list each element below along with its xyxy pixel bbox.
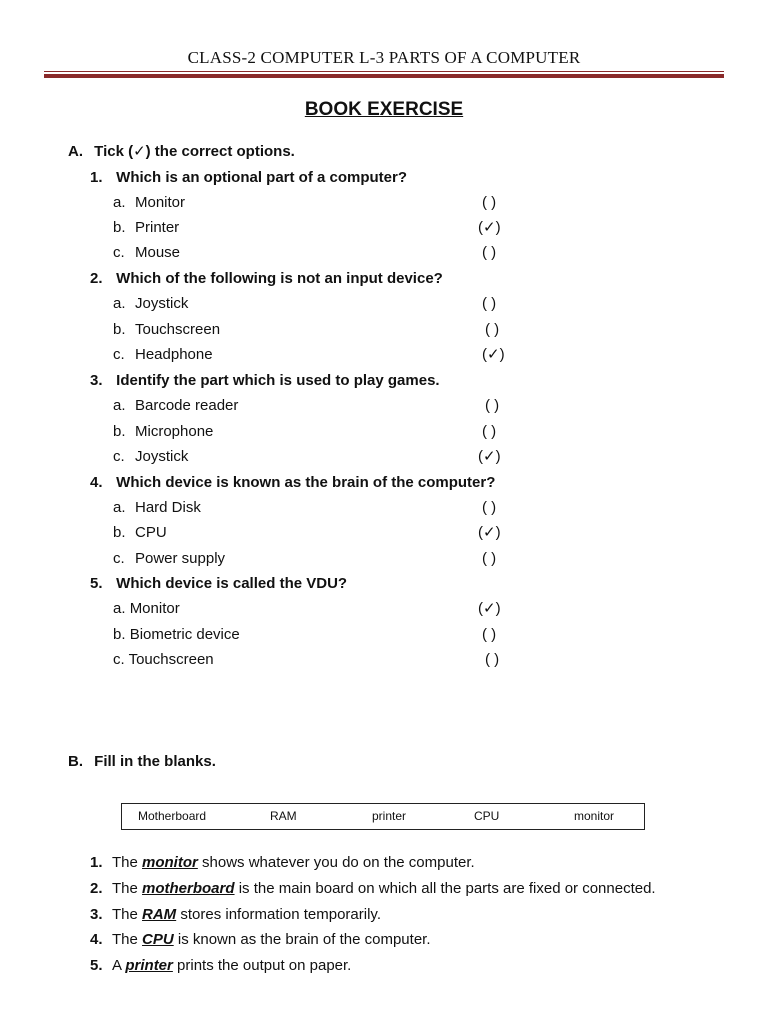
question-text: Which device is called the VDU? bbox=[116, 575, 348, 592]
document-header-title: CLASS-2 COMPUTER L-3 PARTS OF A COMPUTER bbox=[187, 48, 581, 67]
section-a-label: A. bbox=[68, 143, 83, 160]
option-letter: b. bbox=[113, 423, 126, 440]
option-row bbox=[113, 219, 179, 237]
answer-mark: ( ) bbox=[482, 295, 497, 312]
option-text: Joystick bbox=[135, 448, 189, 465]
section-b-label: B. bbox=[68, 753, 83, 770]
fill-sentence-4 bbox=[90, 931, 431, 949]
option-letter: a. bbox=[113, 194, 126, 211]
option-letter: c. bbox=[113, 550, 125, 567]
option-row bbox=[113, 499, 201, 517]
question-text: Identify the part which is used to play games. bbox=[116, 372, 440, 389]
option-text: Headphone bbox=[135, 346, 213, 363]
question-text: Which is an optional part of a computer? bbox=[116, 169, 408, 186]
sentence-before: The bbox=[112, 880, 143, 897]
answer-mark: ( ) bbox=[485, 321, 500, 338]
fill-sentence-1 bbox=[90, 854, 475, 872]
question-5 bbox=[90, 575, 347, 593]
section-a-heading bbox=[68, 143, 295, 161]
question-number: 1. bbox=[90, 169, 103, 186]
option-row bbox=[113, 600, 180, 618]
option-text: Touchscreen bbox=[135, 321, 221, 338]
question-number: 5. bbox=[90, 575, 103, 592]
option-row bbox=[113, 626, 240, 644]
question-number: 3. bbox=[90, 372, 103, 389]
book-exercise-title: BOOK EXERCISE bbox=[304, 99, 464, 120]
answer-mark: (✓) bbox=[478, 524, 501, 541]
sentence-number: 3. bbox=[90, 906, 103, 923]
option-text: Joystick bbox=[135, 295, 189, 312]
option-letter: c. bbox=[113, 448, 125, 465]
answer-mark: ( ) bbox=[485, 397, 500, 414]
option-text: Touchscreen bbox=[128, 651, 214, 668]
section-b-heading bbox=[68, 753, 216, 771]
question-3 bbox=[90, 372, 440, 390]
sentence-after: is known as the brain of the computer. bbox=[173, 931, 431, 948]
option-row bbox=[113, 244, 180, 262]
fill-sentence-3 bbox=[90, 906, 381, 924]
option-row bbox=[113, 448, 188, 466]
sentence-after: is the main board on which all the parts are fixed or connected. bbox=[234, 880, 656, 897]
option-row bbox=[113, 321, 220, 339]
option-text: Mouse bbox=[135, 244, 181, 261]
sentence-after: stores information temporarily. bbox=[176, 906, 381, 923]
sentence-before: The bbox=[112, 931, 143, 948]
answer-mark: (✓) bbox=[478, 448, 501, 465]
option-text: Power supply bbox=[135, 550, 226, 567]
question-text: Which device is known as the brain of the computer? bbox=[116, 474, 496, 491]
option-row bbox=[113, 397, 238, 415]
answer-mark: (✓) bbox=[478, 219, 501, 236]
option-letter: b. bbox=[113, 321, 126, 338]
option-row bbox=[113, 651, 214, 669]
question-4 bbox=[90, 474, 495, 492]
option-row bbox=[113, 295, 188, 313]
answer-mark: ( ) bbox=[482, 626, 497, 643]
option-text: CPU bbox=[135, 524, 167, 541]
question-1 bbox=[90, 169, 407, 187]
option-letter: a. bbox=[113, 499, 126, 516]
question-2 bbox=[90, 270, 443, 288]
option-letter: c. bbox=[113, 651, 125, 668]
question-number: 4. bbox=[90, 474, 103, 491]
word-box-item: CPU bbox=[474, 809, 500, 823]
option-letter: a. bbox=[113, 600, 126, 617]
option-text: Biometric device bbox=[129, 626, 240, 643]
option-text: Monitor bbox=[135, 194, 186, 211]
word-box-item: Motherboard bbox=[138, 809, 207, 823]
option-text: Barcode reader bbox=[135, 397, 239, 414]
option-text: Hard Disk bbox=[135, 499, 201, 516]
blank-answer: motherboard bbox=[142, 880, 235, 897]
answer-mark: ( ) bbox=[482, 499, 497, 516]
option-letter: c. bbox=[113, 346, 125, 363]
sentence-after: prints the output on paper. bbox=[172, 957, 352, 974]
answer-mark: ( ) bbox=[485, 651, 500, 668]
sentence-before: The bbox=[112, 854, 143, 871]
question-text: Which of the following is not an input device? bbox=[116, 270, 443, 287]
header-rule-thin bbox=[44, 71, 724, 72]
word-box-item: RAM bbox=[270, 809, 297, 823]
blank-answer: printer bbox=[125, 957, 173, 974]
blank-answer: RAM bbox=[142, 906, 177, 923]
sentence-number: 5. bbox=[90, 957, 103, 974]
option-row bbox=[113, 346, 213, 364]
fill-sentence-2 bbox=[90, 880, 656, 898]
answer-mark: (✓) bbox=[478, 600, 501, 617]
option-letter: b. bbox=[113, 626, 126, 643]
word-box-item: printer bbox=[372, 809, 407, 823]
option-text: Monitor bbox=[129, 600, 180, 617]
option-row bbox=[113, 423, 213, 441]
blank-answer: CPU bbox=[142, 931, 174, 948]
section-a-title: Tick (✓) the correct options. bbox=[94, 143, 295, 160]
answer-mark: ( ) bbox=[482, 194, 497, 211]
header-rule-thick bbox=[44, 74, 724, 78]
answer-mark: ( ) bbox=[482, 244, 497, 261]
answer-mark: ( ) bbox=[482, 423, 497, 440]
sentence-before: A bbox=[112, 957, 126, 974]
option-letter: a. bbox=[113, 397, 126, 414]
section-b-title: Fill in the blanks. bbox=[94, 753, 216, 770]
word-box bbox=[121, 803, 645, 830]
option-letter: c. bbox=[113, 244, 125, 261]
question-number: 2. bbox=[90, 270, 103, 287]
option-letter: b. bbox=[113, 219, 126, 236]
blank-answer: monitor bbox=[142, 854, 198, 871]
sentence-number: 4. bbox=[90, 931, 103, 948]
option-row bbox=[113, 194, 185, 212]
option-row bbox=[113, 524, 167, 542]
option-letter: a. bbox=[113, 295, 126, 312]
answer-mark: (✓) bbox=[482, 346, 505, 363]
option-row bbox=[113, 550, 225, 568]
sentence-number: 2. bbox=[90, 880, 103, 897]
option-letter: b. bbox=[113, 524, 126, 541]
word-box-item: monitor bbox=[574, 809, 615, 823]
fill-sentence-5 bbox=[90, 957, 351, 975]
sentence-before: The bbox=[112, 906, 143, 923]
answer-mark: ( ) bbox=[482, 550, 497, 567]
sentence-after: shows whatever you do on the computer. bbox=[197, 854, 475, 871]
sentence-number: 1. bbox=[90, 854, 103, 871]
option-text: Printer bbox=[135, 219, 180, 236]
option-text: Microphone bbox=[135, 423, 214, 440]
